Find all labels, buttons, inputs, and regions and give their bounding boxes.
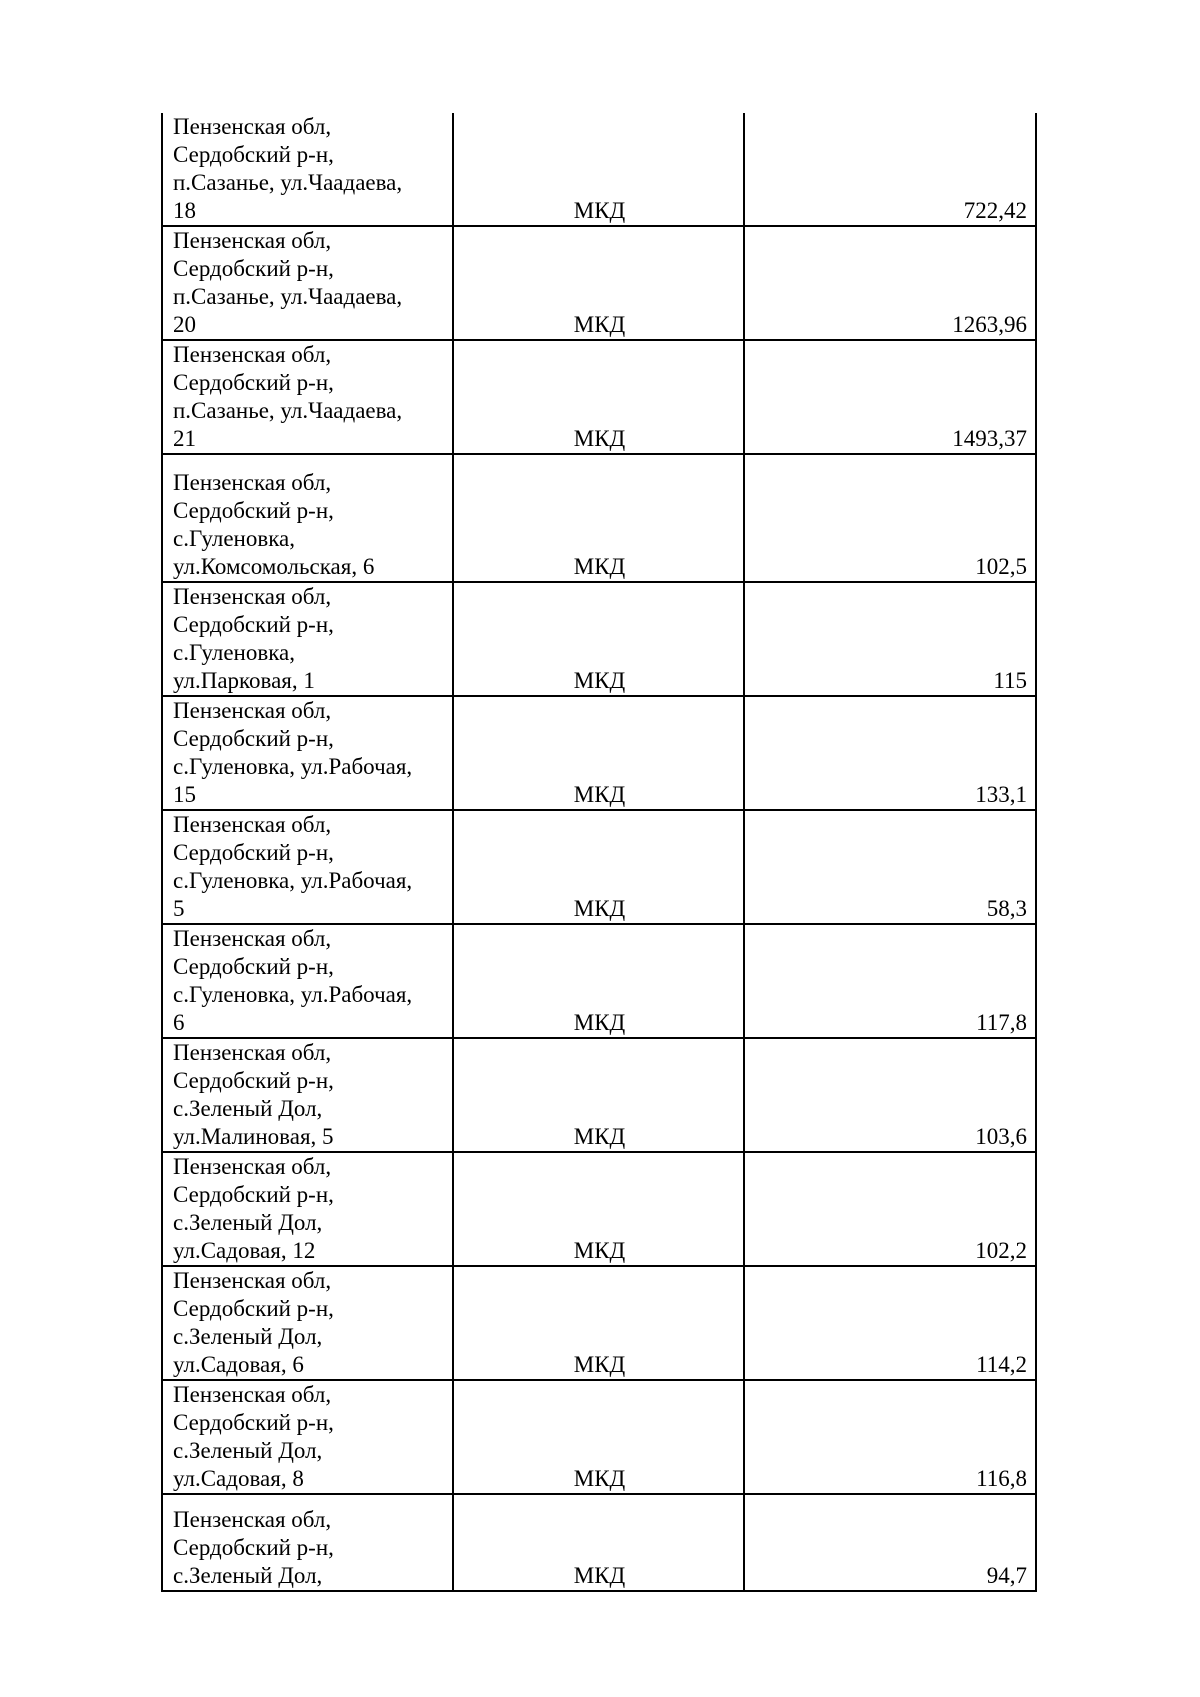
building-type-cell: МКД [453, 454, 744, 582]
table-row [162, 113, 1036, 226]
address-cell: Пензенская обл, Сердобский р-н, с.Зеленый Дол, ул.Малиновая, 5 [162, 1038, 453, 1152]
area-cell: 102,5 [744, 454, 1036, 582]
address-cell: Пензенская обл, Сердобский р-н, с.Гуленовка, ул.Рабочая, 15 [162, 696, 453, 810]
address-cell: Пензенская обл, Сердобский р-н, с.Зеленый Дол, [162, 1494, 453, 1591]
building-type-cell: МКД [453, 810, 744, 924]
building-type-cell: МКД [453, 113, 744, 226]
document-page [161, 113, 1035, 1592]
area-cell: 722,42 [744, 113, 1036, 226]
area-cell: 103,6 [744, 1038, 1036, 1152]
table-row [162, 1380, 1036, 1494]
table-row [162, 340, 1036, 454]
building-type-cell: МКД [453, 1038, 744, 1152]
table-row [162, 226, 1036, 340]
building-type-cell: МКД [453, 340, 744, 454]
address-cell: Пензенская обл, Сердобский р-н, с.Гуленовка, ул.Комсомольская, 6 [162, 454, 453, 582]
area-cell: 1493,37 [744, 340, 1036, 454]
housing-registry-table [161, 113, 1037, 1592]
area-cell: 1263,96 [744, 226, 1036, 340]
address-cell: Пензенская обл, Сердобский р-н, п.Сазанье, ул.Чаадаева, 21 [162, 340, 453, 454]
building-type-cell: МКД [453, 226, 744, 340]
table-row [162, 810, 1036, 924]
area-cell: 114,2 [744, 1266, 1036, 1380]
address-cell: Пензенская обл, Сердобский р-н, с.Гуленовка, ул.Парковая, 1 [162, 582, 453, 696]
area-cell: 133,1 [744, 696, 1036, 810]
table-row [162, 696, 1036, 810]
table-row [162, 1266, 1036, 1380]
table-row [162, 582, 1036, 696]
table-row [162, 1494, 1036, 1591]
building-type-cell: МКД [453, 1494, 744, 1591]
address-cell: Пензенская обл, Сердобский р-н, с.Зеленый Дол, ул.Садовая, 6 [162, 1266, 453, 1380]
area-cell: 115 [744, 582, 1036, 696]
building-type-cell: МКД [453, 1152, 744, 1266]
address-cell: Пензенская обл, Сердобский р-н, п.Сазанье, ул.Чаадаева, 18 [162, 113, 453, 226]
address-cell: Пензенская обл, Сердобский р-н, п.Сазанье, ул.Чаадаева, 20 [162, 226, 453, 340]
address-cell: Пензенская обл, Сердобский р-н, с.Гуленовка, ул.Рабочая, 5 [162, 810, 453, 924]
building-type-cell: МКД [453, 582, 744, 696]
building-type-cell: МКД [453, 696, 744, 810]
address-cell: Пензенская обл, Сердобский р-н, с.Зеленый Дол, ул.Садовая, 12 [162, 1152, 453, 1266]
area-cell: 117,8 [744, 924, 1036, 1038]
address-cell: Пензенская обл, Сердобский р-н, с.Зеленый Дол, ул.Садовая, 8 [162, 1380, 453, 1494]
area-cell: 58,3 [744, 810, 1036, 924]
area-cell: 102,2 [744, 1152, 1036, 1266]
area-cell: 94,7 [744, 1494, 1036, 1591]
area-cell: 116,8 [744, 1380, 1036, 1494]
building-type-cell: МКД [453, 924, 744, 1038]
table-row [162, 1152, 1036, 1266]
table-row [162, 1038, 1036, 1152]
building-type-cell: МКД [453, 1380, 744, 1494]
table-row [162, 924, 1036, 1038]
table-row [162, 454, 1036, 582]
address-cell: Пензенская обл, Сердобский р-н, с.Гуленовка, ул.Рабочая, 6 [162, 924, 453, 1038]
building-type-cell: МКД [453, 1266, 744, 1380]
